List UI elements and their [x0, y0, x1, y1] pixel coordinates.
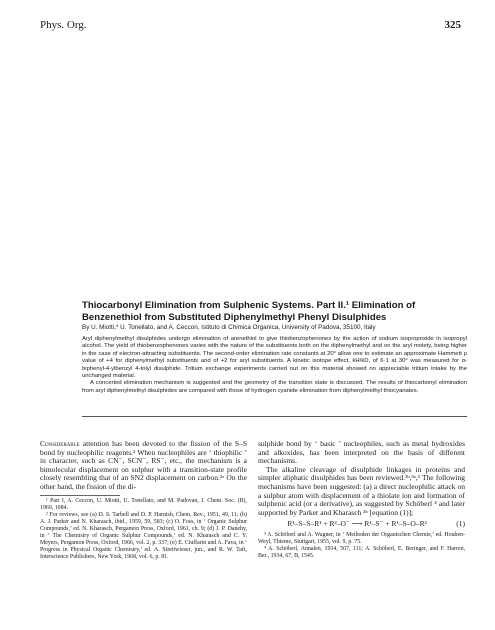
footnote-3: ³ A. Schöberl and A. Wagner, in ‘ Methoden der Organischen Chemie,’ ed. Houben-Weyl, Thieme, Stuttgart, 1955, vol. 9, p. 75.	[258, 531, 465, 545]
footnote-divider	[40, 495, 120, 496]
abstract-divider	[82, 416, 467, 417]
equation-number: (1)	[456, 519, 465, 529]
footnotes-right	[258, 532, 465, 560]
equation-1	[258, 520, 465, 529]
footnote-1: ¹ Part I, A. Ceccon, U. Miotti, U. Tonellato, and M. Padovan, J. Chem. Soc. (B), 1969, 1084.	[40, 497, 247, 511]
lead-word: Considerable	[40, 439, 80, 448]
body-paragraph-right-1: sulphide bond by ‘ basic ’ nucleophiles, such as metal hydroxides and alkoxides, has been interpreted on the basis of different mechanisms.	[258, 439, 465, 466]
footnote-2: ² For reviews, see (a) D. S. Tarbell and D. P. Harnish, Chem. Rev., 1951, 49, 11; (b) A. J. Parker and N. Kharasch, ibid., 1959, 59, 583; (c) O. Foss, in ‘ Organic Sulphur Compounds,’ ed. N. Kharasch, Pergamon Press, Oxford, 1961, ch. 9; (d) J. P. Danehy, in ‘ The Chemistry of Organic Sulphur Compounds,’ ed. N. Kharasch and C. Y. Meyers, Pergamon Press, Oxford, 1966, vol. 2, p. 337; (e) E. Ciuffarin and A. Fava, in ‘ Progress in Physical Organic Chemistry,’ ed. A. Streitwieser, jun., and R. W. Taft, Interscience Publishers, New York, 1968, vol. 6, p. 81.	[40, 511, 247, 560]
left-text: attention has been devoted to the fission of the S–S bond by nucleophilic reagents.² When nucleophiles are ‘ thiophilic ’ in character, such as CN⁻, SCN⁻, RS⁻, etc., the mechanism is a bimolecular displacement on sulphur with a transition-state profile closely resembling that of an SN2 displacement on carbon.²ᵃ On the other hand, the fission of the di-	[40, 439, 247, 491]
article-authors: By U. Miotti,* U. Tonellato, and A. Ceccon, Istituto di Chimica Organica, University of Padova, 35100, Italy	[82, 324, 376, 331]
abstract-paragraph-2: A concerted elimination mechanism is suggested and the geometry of the transition state is discussed. The results of thiocarbonyl elimination from aryl diphenylmethyl disulphides are compared with those of hydrogen cyanide elimination from diphenylmethyl thiocyanates.	[82, 380, 467, 394]
abstract	[82, 336, 467, 395]
footnotes-left	[40, 498, 247, 561]
abstract-paragraph-1: Aryl diphenylmethyl disulphides undergo elimination of arenethiol to give thiobenzophenones by the action of sodium isopropoxide in isopropyl alcohol. The yield of thiobenzophenones varies with the nature of the substituents both on the diphenylmethyl and on the aryl moiety, being higher in the case of electron-attracting substituents. The second-order elimination rate constants at 20° allow one to estimate an approximate Hammett ρ value of +4 for diphenylmethyl substituents and of +2 for aryl substituents. A kinetic isotope effect, kH/kD, of 6·1 at 30° was measured for α-biphenyl-4-ylbenzyl 4-tolyl disulphide. Tritium exchange experiments carried out on this material showed no appreciable tritium intake by the unchanged material.	[82, 336, 467, 380]
footnote-4: ⁴ A. Schöberl, Annalen, 1934, 507, 111; A. Schöberl, E. Beringer, and F. Harren, Ber., 1934, 67, B, 1545.	[258, 545, 465, 559]
running-head: Phys. Org.	[40, 19, 87, 31]
body-paragraph-right-2: The alkaline cleavage of disulphide linkages in proteins and simpler aliphatic disulphides has been reviewed.²ᵇ,³ᵃ,³ The following mechanisms have been suggested: (a) a direct nucleophilic attack on a sulphur atom with displacement of a thiolate ion and formation of sulphenic acid (or a derivative), as suggested by Schöberl ⁴ and later supported by Parker and Kharasch ²ᵇ [equation (1)];	[258, 464, 465, 517]
left-column	[40, 440, 247, 561]
body-paragraph-left	[40, 440, 247, 492]
equation-text: R¹–S–S–R¹ + R²–O⁻ ⟶ R¹–S⁻ + R¹–S–O–R²	[287, 519, 427, 529]
article-title: Thiocarbonyl Elimination from Sulphenic Systems. Part II.¹ Elimination of Benzenethiol from Substituted Diphenylmethyl Phenyl Disulphides	[82, 300, 416, 323]
right-column	[258, 440, 465, 560]
page-number: 325	[444, 19, 461, 31]
